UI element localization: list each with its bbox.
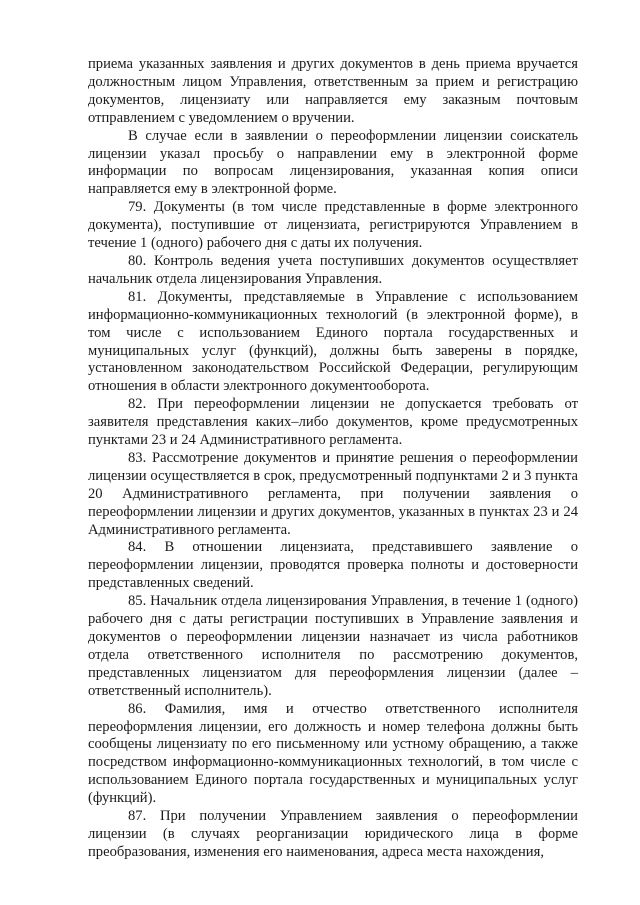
paragraph-84: 84. В отношении лицензиата, представившего заявление о переоформлении лицензии, проводятся проверка полноты и достоверности представленных сведений. [88,539,578,592]
paragraph-80: 80. Контроль ведения учета поступивших документов осуществляет начальник отдела лицензирования Управления. [88,252,578,287]
paragraph-82: 82. При переоформлении лицензии не допускается требовать от заявителя представления каких–либо документов, кроме предусмотренных пунктами 23 и 24 Административного регламента. [88,396,578,449]
paragraph-81: 81. Документы, представляемые в Управление с использованием информационно-коммуникационных технологий (в электронной форме), в том числе с использованием Единого портала государственных и муниципальных услуг (функций), должны быть заверены в порядке, установленном законодательством Российской Федерации, регулирующим отношения в области электронного документооборота. [88,288,578,395]
paragraph-87: 87. При получении Управлением заявления о переоформлении лицензии (в случаях реорганизации юридического лица в форме преобразования, изменения его наименования, адреса места нахождения, [88,808,578,860]
paragraph-83: 83. Рассмотрение документов и принятие решения о переоформлении лицензии осуществляется в срок, предусмотренный подпунктами 2 и 3 пункта 20 Административного регламента, при получении заявления о переоформлении лицензии и других документов, указанных в пунктах 23 и 24 Административного регламента. [88,449,578,538]
paragraph-86: 86. Фамилия, имя и отчество ответственного исполнителя переоформления лицензии, его должность и номер телефона должны быть сообщены лицензиату по его письменному или устному обращению, а также посредством информационно-коммуникационных технологий, в том числе с использованием Единого портала государственных и муниципальных услуг (функций). [88,700,578,807]
document-page [88,56,578,862]
paragraph-electronic-form-request: В случае если в заявлении о переоформлении лицензии соискатель лицензии указал просьбу о направлении ему в электронной форме информации по вопросам лицензирования, указанная копия описи направляется ему в электронной форме. [88,127,578,198]
paragraph-continuation: приема указанных заявления и других документов в день приема вручается должностным лицом Управления, ответственным за прием и регистрацию документов, лицензиату или направляется ему заказным почтовым отправлением с уведомлением о вручении. [88,56,578,126]
paragraph-79: 79. Документы (в том числе представленные в форме электронного документа), поступившие от лицензиата, регистрируются Управлением в течение 1 (одного) рабочего дня с даты их получения. [88,199,578,252]
paragraph-85: 85. Начальник отдела лицензирования Управления, в течение 1 (одного) рабочего дня с даты регистрации поступивших в Управление заявления и документов о переоформлении лицензии назначает из числа работников отдела ответственного исполнителя по рассмотрению документов, представленных лицензиатом для переоформления лицензии (далее – ответственный исполнитель). [88,593,578,699]
